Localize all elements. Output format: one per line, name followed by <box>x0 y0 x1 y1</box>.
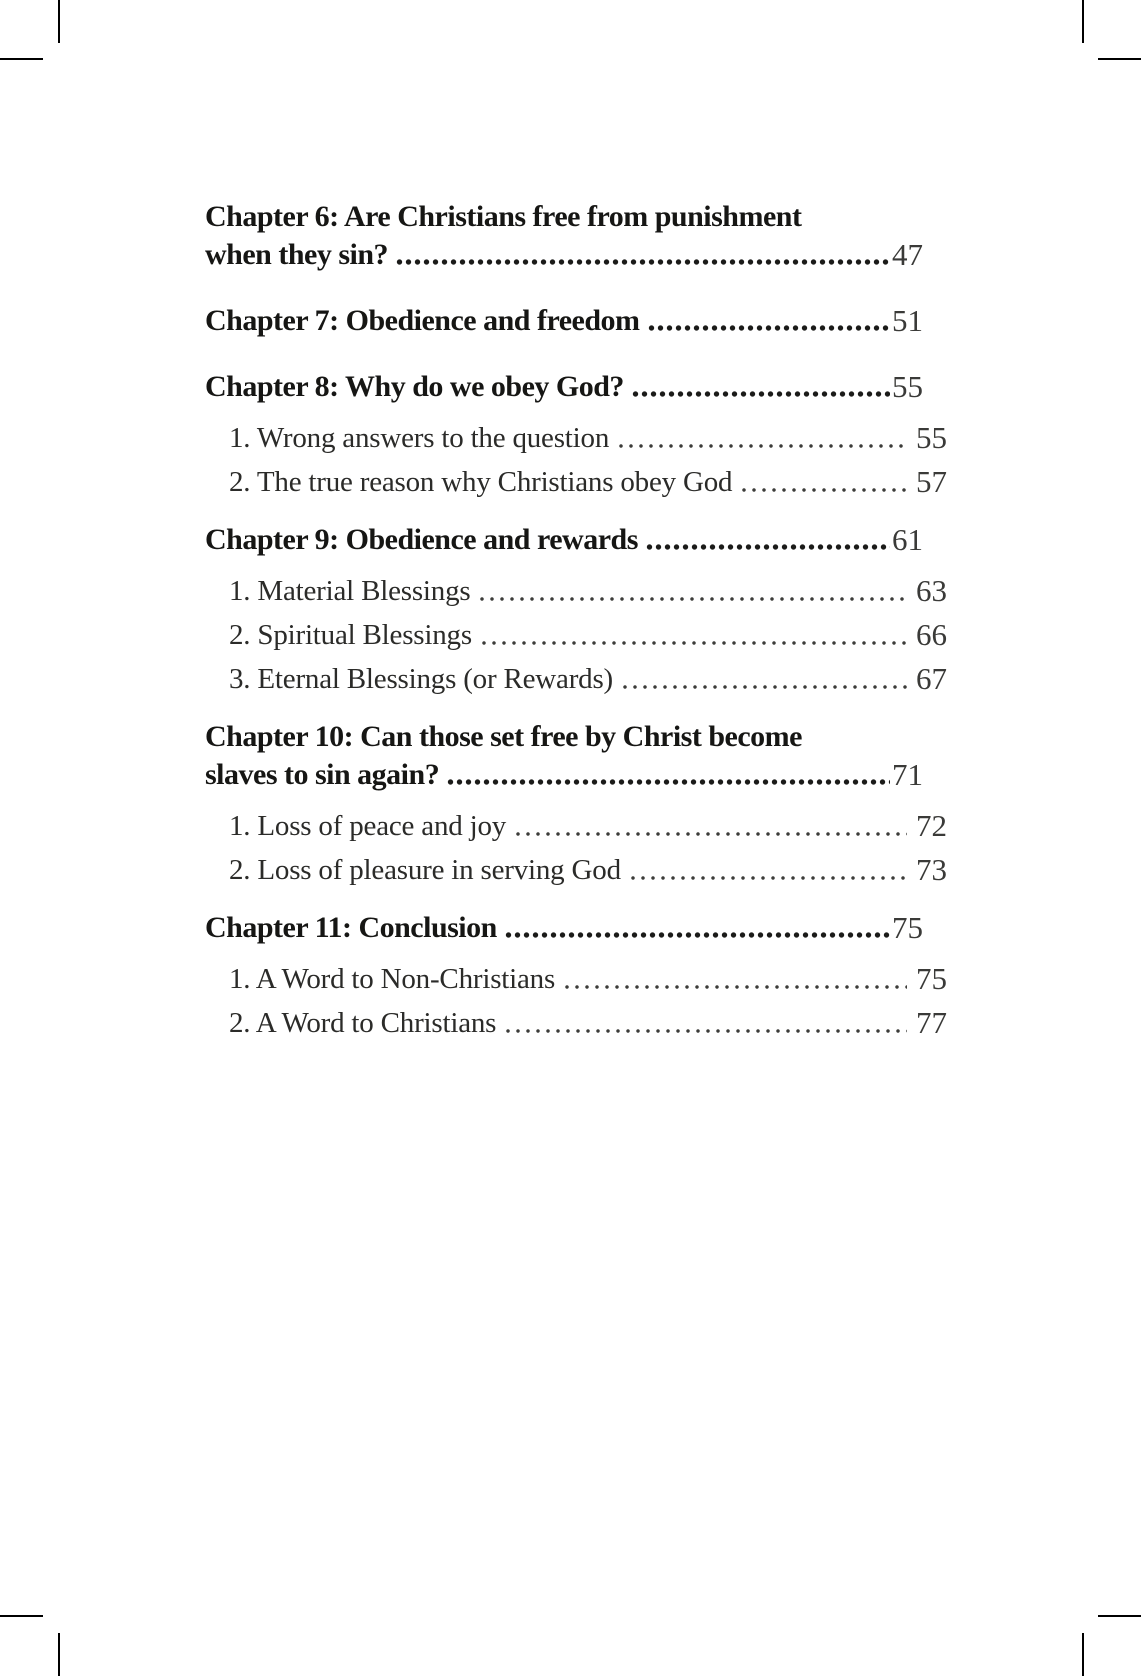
crop-mark-bottom-left-horizontal <box>0 1615 43 1617</box>
page-number: 66 <box>916 617 947 652</box>
page-number: 57 <box>916 464 947 499</box>
dot-leader <box>504 909 890 947</box>
toc-entry-label: Chapter 7: Obedience and freedom <box>205 304 640 337</box>
toc-entry-row <box>205 368 923 406</box>
toc-entry <box>205 521 923 559</box>
toc-entry-row <box>205 463 947 501</box>
toc-entry-label: Chapter 8: Why do we obey God? <box>205 370 624 403</box>
toc-entry-row <box>205 521 923 559</box>
toc-entry-row <box>205 960 947 998</box>
page-number: 47 <box>892 237 923 272</box>
toc-entry-label: 2. Loss of pleasure in serving God <box>229 854 621 886</box>
toc-entry <box>205 660 947 698</box>
toc-entry-label: Chapter 10: Can those set free by Christ become <box>205 720 802 753</box>
dot-leader <box>395 236 890 274</box>
toc-entry-row <box>205 851 947 889</box>
toc-entry-label: Chapter 6: Are Christians free from punishment <box>205 200 802 233</box>
toc-entry-label: Chapter 9: Obedience and rewards <box>205 523 638 556</box>
toc-entry <box>205 198 923 274</box>
toc-entry <box>205 572 947 610</box>
toc-entry <box>205 851 947 889</box>
toc-entry-row <box>205 419 947 457</box>
table-of-contents <box>205 198 947 1042</box>
page-number: 55 <box>916 420 947 455</box>
page-number: 51 <box>892 303 923 338</box>
toc-entry-label: slaves to sin again? <box>205 758 440 791</box>
dot-leader <box>620 660 907 698</box>
crop-mark-top-right-horizontal <box>1098 58 1141 60</box>
page-number: 72 <box>916 808 947 843</box>
dot-leader <box>477 572 907 610</box>
toc-entry-row <box>205 302 923 340</box>
page-number: 71 <box>892 757 923 792</box>
toc-entry <box>205 1004 947 1042</box>
page-number: 75 <box>916 961 947 996</box>
toc-entry <box>205 463 947 501</box>
toc-entry-row <box>205 909 923 947</box>
toc-entry-row <box>205 1004 947 1042</box>
dot-leader <box>479 616 907 654</box>
toc-entry-row <box>205 660 947 698</box>
toc-entry-label: Chapter 11: Conclusion <box>205 911 497 944</box>
crop-mark-bottom-left-vertical <box>58 1633 60 1676</box>
toc-entry-row <box>205 616 947 654</box>
page-number: 73 <box>916 852 947 887</box>
toc-entry-row <box>205 572 947 610</box>
toc-entry-label: 2. The true reason why Christians obey God <box>229 466 733 498</box>
toc-entry-label: 1. Material Blessings <box>229 575 471 607</box>
toc-entry <box>205 616 947 654</box>
toc-entry-label: 2. Spiritual Blessings <box>229 619 472 651</box>
toc-entry-row <box>205 807 947 845</box>
page-number: 67 <box>916 661 947 696</box>
dot-leader <box>616 419 907 457</box>
dot-leader <box>628 851 907 889</box>
dot-leader <box>647 302 890 340</box>
crop-mark-top-left-horizontal <box>0 58 43 60</box>
toc-entry <box>205 960 947 998</box>
toc-entry-label: 2. A Word to Christians <box>229 1007 497 1039</box>
toc-entry-label: 1. A Word to Non-Christians <box>229 963 556 995</box>
page-number: 61 <box>892 522 923 557</box>
dot-leader <box>503 1004 907 1042</box>
page-number: 75 <box>892 910 923 945</box>
toc-entry-row <box>205 236 923 274</box>
crop-mark-bottom-right-vertical <box>1082 1633 1084 1676</box>
toc-entry-label: 3. Eternal Blessings (or Rewards) <box>229 663 614 695</box>
page-number: 55 <box>892 369 923 404</box>
toc-entry <box>205 718 923 794</box>
toc-entry <box>205 807 947 845</box>
toc-entry <box>205 909 923 947</box>
toc-entry <box>205 419 947 457</box>
crop-mark-top-left-vertical <box>58 0 60 43</box>
dot-leader <box>739 463 907 501</box>
crop-mark-top-right-vertical <box>1082 0 1084 43</box>
dot-leader <box>631 368 890 406</box>
page-number: 63 <box>916 573 947 608</box>
dot-leader <box>562 960 907 998</box>
crop-mark-bottom-right-horizontal <box>1098 1615 1141 1617</box>
toc-entry <box>205 368 923 406</box>
dot-leader <box>645 521 890 559</box>
page-number: 77 <box>916 1005 947 1040</box>
toc-entry <box>205 302 923 340</box>
toc-entry-label: 1. Loss of peace and joy <box>229 810 507 842</box>
toc-entry-row <box>205 756 923 794</box>
dot-leader <box>513 807 907 845</box>
dot-leader <box>446 756 890 794</box>
toc-entry-label: when they sin? <box>205 238 389 271</box>
toc-entry-label: 1. Wrong answers to the question <box>229 422 610 454</box>
